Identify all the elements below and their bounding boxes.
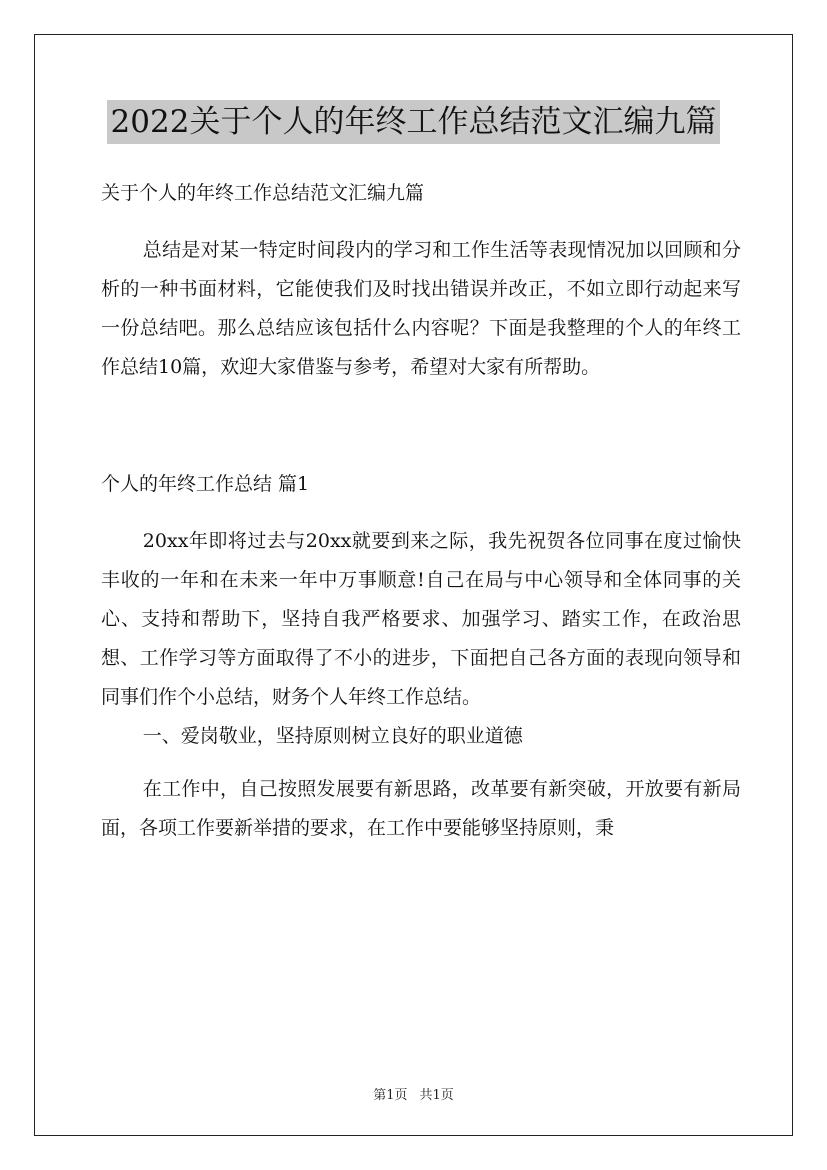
section-paragraph-1: 20xx年即将过去与20xx就要到来之际，我先祝贺各位同事在度过愉快丰收的一年和在未来一年中万事顺意!自己在局与中心领导和全体同事的关心、支持和帮助下，坚持自我严格要求、加强学习、踏实工作，在政治思想、工作学习等方面取得了不小的进步，下面把自己各方面的表现向领导和同事们作个小总结，财务个人年终工作总结。	[101, 530, 741, 708]
document-body	[101, 174, 741, 848]
intro-paragraph: 总结是对某一特定时间段内的学习和工作生活等表现情况加以回顾和分析的一种书面材料，它能使我们及时找出错误并改正，不如立即行动起来写一份总结吧。那么总结应该包括什么内容呢？下面是我整理的个人的年终工作总结10篇，欢迎大家借鉴与参考，希望对大家有所帮助。	[101, 239, 741, 378]
section-heading: 个人的年终工作总结 篇1	[101, 473, 310, 495]
page-number: 第1页	[373, 1088, 408, 1103]
page-total: 共1页	[419, 1088, 454, 1103]
document-title-text: 2022关于个人的年终工作总结范文汇编九篇	[107, 100, 721, 144]
subheading-1: 一、爱岗敬业，坚持原则树立良好的职业道德	[142, 725, 523, 747]
document-subtitle: 关于个人的年终工作总结范文汇编九篇	[101, 182, 425, 204]
section-paragraph-2: 在工作中，自己按照发展要有新思路，改革要有新突破，开放要有新局面，各项工作要新举措的要求，在工作中要能够坚持原则，秉	[101, 778, 741, 839]
page-footer	[0, 1084, 827, 1103]
document-title	[0, 100, 827, 144]
